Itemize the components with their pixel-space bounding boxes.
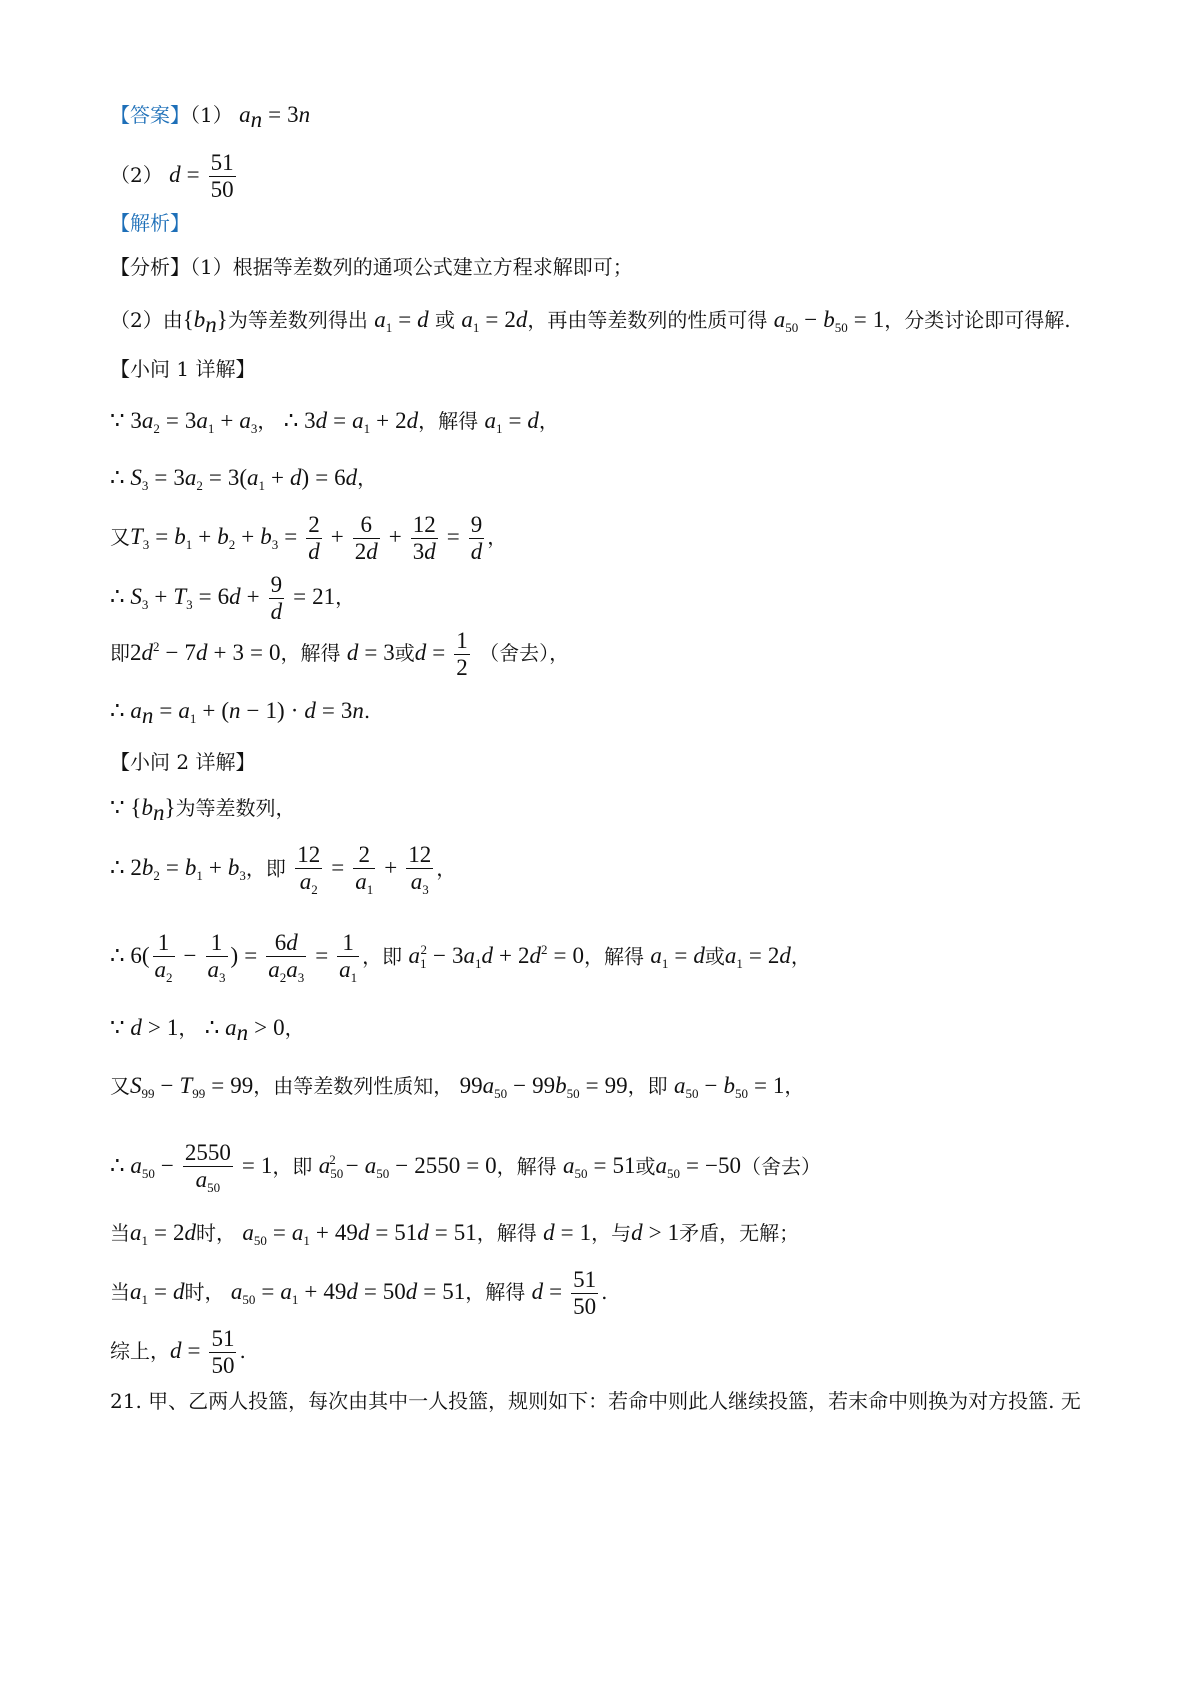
- q1-line-2: [110, 466, 377, 492]
- q2-l2-ji: ，即: [245, 856, 286, 881]
- q1-l5-ji: 即: [110, 641, 130, 666]
- q1-formula-s3: ∴ $S_3 = 3a_2 = 3(a_1 + d) = 6d$: [110, 465, 358, 493]
- answer-2-formula: d = $\frac{51}{50}$: [169, 150, 234, 203]
- q2-line-2: [110, 842, 456, 898]
- q2-formula-an-gt-0: ∴ $a_n > 0$: [204, 1015, 285, 1045]
- q2-l1-text: 为等差数列，: [175, 796, 296, 820]
- q2-formula-a12d: $a_1 = 2d$: [724, 943, 791, 972]
- q2-formula-a50-neg50: $a_{50} = -50$: [655, 1153, 741, 1182]
- q2-l7-end: 矛盾，无解；: [679, 1221, 800, 1245]
- fenxi-2-or: 或: [435, 308, 456, 332]
- q2-formula-case1-a50: $a_{50} = a_1 + 49d = 51d = 51$: [242, 1220, 477, 1248]
- formula-a1-eq-2d: $a_1 = 2d$: [461, 307, 528, 335]
- q2-formula-99a50: $99a_{50} - 99b_{50} = 99$: [459, 1073, 628, 1101]
- q1-l1-jiede: ，解得: [418, 409, 479, 433]
- analysis-label: 【解析】: [110, 211, 190, 235]
- q1-l5-or: 或: [394, 641, 415, 666]
- q2-l5-mid: ，由等差数列性质知，: [253, 1074, 454, 1098]
- q2-l6-or: 或: [635, 1154, 656, 1179]
- fenxi-line-1: [110, 257, 633, 277]
- fenxi-label: 【分析】: [110, 255, 190, 279]
- q1-l3-end: ，: [487, 525, 508, 550]
- q2-l5-end: ，: [784, 1074, 805, 1098]
- q2-l3-ji: ，即: [362, 944, 403, 969]
- q1-line-5: [110, 628, 569, 682]
- q2-l3-end: ，: [790, 944, 811, 969]
- q2-formula-d1: d = 1: [543, 1220, 592, 1245]
- q2-formula-a50-b50: $a_{50} - b_{50} = 1$: [673, 1073, 785, 1101]
- q2-l4-end: ，: [284, 1016, 305, 1040]
- q1-l1-comma: ，: [257, 409, 278, 433]
- q2-l2-end: ，: [436, 856, 457, 881]
- q1-heading: 【小问 1 详解】: [110, 357, 256, 381]
- q2-l4-comma: ，: [178, 1016, 199, 1040]
- q1-line-4: [110, 572, 355, 626]
- q1-formula-an: ∴ $a_n = a_1 + (n - 1) \cdot d = 3n$: [110, 698, 364, 728]
- q2-formula-a1d: $a_1 = d$: [650, 943, 705, 972]
- q2-l8-jiede: ，解得: [465, 1280, 526, 1305]
- q2-formula-d-gt-1-b: d > 1: [631, 1220, 680, 1245]
- q2-line-6: [110, 1140, 821, 1196]
- q2-line-7: [110, 1221, 799, 1247]
- q1-formula-1: ∵ $3a_2 = 3a_1 + a_3$: [110, 408, 258, 436]
- q1-l6-end: .: [363, 699, 371, 723]
- q1-formula-t3: $T_3 = b_1 + b_2 + b_3$ = $\frac{2}{d}$ + $\frac{6}{2d}$ + $\frac{12}{3d}$ = $\frac{9}{d}$: [130, 512, 483, 565]
- q2-l3-jiede: ，解得: [583, 944, 644, 969]
- q2-formula-a50-quad: $a_{50}^2 - a_{50} - 2550 = 0$: [318, 1152, 497, 1182]
- q2-l3-or: 或: [704, 944, 725, 969]
- answer-1-formula: $a_n = 3n$: [239, 102, 311, 132]
- q2-line-8: [110, 1267, 607, 1321]
- q2-l8-dang: 当: [110, 1280, 130, 1305]
- answer-1-prefix: （1）: [190, 103, 233, 127]
- q2-formula-d-gt-1: ∵ d > 1: [110, 1015, 179, 1040]
- q1-l1-end: ，: [538, 409, 559, 433]
- q2-formula-a1-quad: $a_1^2 - 3a_1d + 2d^2 = 0$: [408, 942, 584, 972]
- answer-line-1: [110, 103, 310, 131]
- answer-2-prefix: （2）: [110, 163, 163, 188]
- q1-line-1: [110, 409, 559, 435]
- q1-line-6: [110, 699, 370, 727]
- q2-formula-frac-eq: $\frac{12}{a_2}$ = $\frac{2}{a_1}$ + $\frac{12}{a_3}$: [297, 842, 432, 898]
- q2-l9-zong: 综上，: [110, 1339, 170, 1364]
- q2-formula-final: d = $\frac{51}{50}$: [170, 1326, 235, 1379]
- q2-l5-you: 又: [110, 1074, 130, 1098]
- formula-a1-eq-d: $a_1 = d$: [374, 307, 429, 335]
- q1-formula-d3: d = 3: [346, 640, 395, 666]
- q2-l7-dang: 当: [110, 1221, 130, 1245]
- q2-line-9: [110, 1326, 246, 1380]
- q2-l7-yu: ，与: [591, 1221, 632, 1245]
- q1-formula-quadratic: $2d^2 - 7d + 3 = 0$: [130, 639, 281, 666]
- q2-line-4: [110, 1016, 305, 1044]
- q1-formula-3: $a_1 = d$: [484, 408, 539, 436]
- q2-line-5: [110, 1074, 804, 1100]
- formula-a50-b50: $a_{50} - b_{50} = 1$: [773, 307, 885, 335]
- q2-l6-shequ: （舍去）: [740, 1154, 821, 1179]
- q2-formula-case2: $a_1 = d$: [130, 1279, 185, 1308]
- q2-line-1: [110, 796, 295, 824]
- fenxi-2-text-a: （2）由: [110, 308, 183, 332]
- q1-line-3: [110, 512, 507, 566]
- q2-l8-end: .: [601, 1280, 608, 1305]
- q2-formula-2b2: ∴ $2b_2 = b_1 + b_3$: [110, 855, 246, 884]
- q1-l4-end: ，: [335, 585, 356, 610]
- fenxi-2-text-c: ，再由等差数列的性质可得: [527, 308, 768, 332]
- answer-line-2: [110, 150, 239, 204]
- q2-l8-shi: 时，: [184, 1280, 225, 1305]
- fenxi-line-2: [110, 308, 1071, 336]
- fenxi-2-text-b: 为等差数列得出: [227, 308, 368, 332]
- q2-l5-ji: ，即: [627, 1074, 668, 1098]
- q2-heading: 【小问 2 详解】: [110, 750, 256, 774]
- q2-formula-bn: ∵ $\{b_n\}$: [110, 795, 176, 825]
- q2-l6-ji: ，即: [272, 1154, 313, 1179]
- fenxi-2-text-d: ，分类讨论即可得解.: [884, 308, 1071, 332]
- q1-formula-sum: ∴ $S_3 + T_3 = 6d$ + $\frac{9}{d}$ = 21: [110, 572, 336, 625]
- q2-line-3: [110, 930, 811, 986]
- q1-l5-jiede: ，解得: [280, 641, 341, 666]
- q2-formula-case1: $a_1 = 2d$: [130, 1220, 196, 1248]
- q2-formula-d-5150: d = $\frac{51}{50}$: [531, 1267, 597, 1320]
- q2-l7-shi: 时，: [195, 1221, 236, 1245]
- q1-formula-dhalf: d = $\frac{1}{2}$: [414, 628, 468, 681]
- q2-formula-a50-frac: ∴ $a_{50}$ − $\frac{2550}{a_{50}}$ = 1: [110, 1140, 273, 1196]
- q2-formula-6frac: ∴ 6( $\frac{1}{a_2}$ − $\frac{1}{a_3}$ ) = $\frac{6d}{a_2a_3}$ = $\frac{1}{a_1}$: [110, 930, 358, 986]
- q2-formula-s99: $S_{99} - T_{99} = 99$: [130, 1073, 254, 1101]
- q2-l9-end: .: [239, 1339, 246, 1364]
- q2-l7-jiede: ，解得: [476, 1221, 537, 1245]
- q2-formula-case2-a50: $a_{50} = a_1 + 49d = 50d = 51$: [230, 1279, 466, 1308]
- q1-l5-shequ: （舍去），: [479, 641, 570, 666]
- formula-bn-set: $\{b_n\}$: [182, 307, 228, 337]
- q1-formula-2: ∴ $3d = a_1 + 2d$: [283, 408, 419, 436]
- q1-l2-end: ，: [357, 466, 378, 490]
- fenxi-1-text: （1）根据等差数列的通项公式建立方程求解即可；: [190, 255, 633, 279]
- question-21: 21. 甲、乙两人投篮，每次由其中一人投篮，规则如下：若命中则此人继续投篮，若末命中则换为对方投篮. 无: [110, 1389, 1081, 1413]
- q2-l6-jiede: ，解得: [496, 1154, 557, 1179]
- q1-l3-you: 又: [110, 525, 130, 550]
- answer-label: 【答案】: [110, 103, 190, 127]
- q2-formula-a50-51: $a_{50} = 51$: [563, 1153, 636, 1182]
